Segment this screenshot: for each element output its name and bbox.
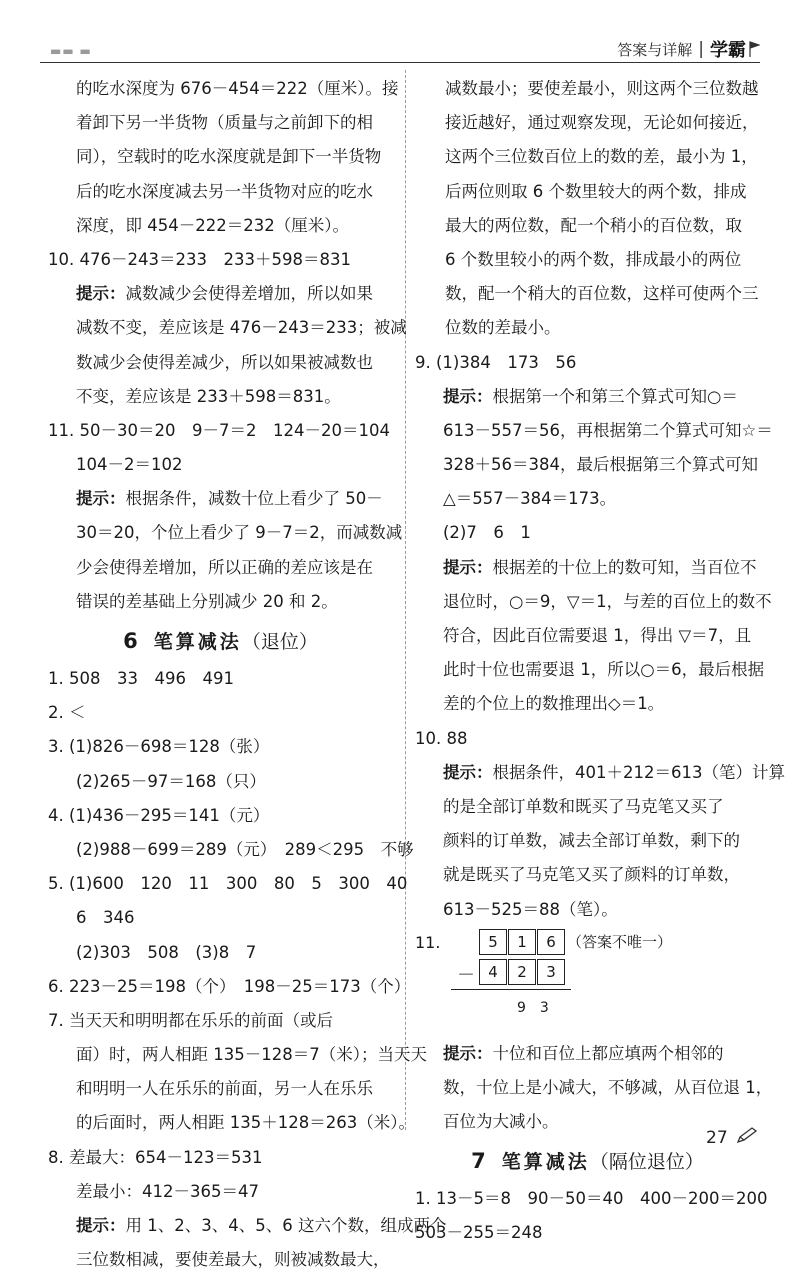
header-marks: ▬▬ ▬: [50, 44, 92, 58]
text-line: 30＝20，个位上看少了 9－7＝2，而减数减: [76, 523, 403, 543]
digit-box: 3: [537, 959, 565, 985]
hint-11: [415, 1037, 760, 1071]
section-subtitle: （退位）: [241, 631, 318, 653]
digit-box: 4: [479, 959, 507, 985]
text-line: 613－525＝88（笔）。: [443, 899, 618, 919]
page-header: [0, 0, 800, 62]
hint-11: [48, 482, 393, 516]
text-line: 503－255＝248: [415, 1223, 543, 1243]
answer-note: （答案不唯一）: [567, 932, 673, 951]
hint-8: [48, 1209, 447, 1243]
answer-5b: (2)303 508 (3)8 7: [76, 942, 257, 962]
hint-text: 根据差的十位上的数可知，当百位不: [492, 557, 757, 577]
text-line: 百位为大减小。: [443, 1112, 559, 1132]
answer-5-cont: 6 346: [76, 908, 135, 928]
section-subtitle: （隔位退位）: [589, 1151, 704, 1174]
text-line: 328＋56＝384，最后根据第三个算式可知: [443, 455, 758, 475]
text-line: △＝557－384＝173。: [443, 489, 617, 509]
digit-box: 6: [537, 929, 565, 955]
answer-2: 2. ＜: [48, 703, 86, 723]
text-line: 的后面时，两人相距 135＋128＝263（米）。: [76, 1113, 415, 1133]
text-line: 同），空载时的吃水深度就是卸下一半货物: [76, 147, 382, 167]
answer-6: 6. 223－25＝198（个） 198－25＝173（个）: [48, 976, 411, 996]
section-number: 6: [123, 628, 138, 653]
answer-3b: (2)265－97＝168（只）: [76, 771, 266, 791]
text-line: 此时十位也需要退 1，所以○＝6，最后根据: [443, 660, 765, 680]
text-line: 就是既买了马克笔又买了颜料的订单数，: [443, 865, 740, 885]
hint-text: 用 1、2、3、4、5、6 这六个数，组成两个: [125, 1216, 447, 1235]
section-title: 笔算减法: [153, 631, 242, 653]
puzzle-result: 9 3: [517, 999, 549, 1016]
text-line: 的是全部订单数和既买了马克笔又买了: [443, 796, 724, 816]
column-divider: [405, 70, 406, 1130]
text-line: 三位数相减，要使差最大，则被减数最大，: [76, 1250, 390, 1270]
text-line: 最大的两位数，配一个稍小的百位数，取: [445, 215, 742, 235]
hint-label: 提示：: [443, 762, 493, 782]
text-line: 位数的差最小。: [445, 318, 561, 338]
text-line: 深度，即 454－222＝232（厘米）。: [76, 215, 349, 235]
hint-text: 减数减少会使得差增加，所以如果: [125, 284, 373, 304]
hint-label: 提示：: [443, 557, 493, 577]
text-line: 符合，因此百位需要退 1，得出 ▽＝7，且: [443, 626, 752, 645]
hint-10: [48, 277, 393, 311]
text-line: 后两位则取 6 个数里较大的两个数，排成: [445, 181, 747, 201]
hint-label: 提示：: [76, 489, 126, 509]
hint-text: 根据条件，减数十位上看少了 50－: [125, 489, 383, 509]
page-number: 27: [706, 1128, 728, 1148]
text-line: 着卸下另一半货物（质量与之前卸下的相: [76, 113, 373, 133]
hint-text: 根据条件，401＋212＝613（笔）计算: [492, 762, 785, 782]
minus-sign: －: [457, 964, 475, 986]
hint-10: [415, 756, 785, 790]
text-line: 104－2＝102: [76, 455, 183, 475]
answer-11-label: 11.: [415, 932, 441, 952]
text-line: 613－557＝56，再根据第二个算式可知☆＝: [443, 420, 773, 440]
text-line: 减数最小；要使差最小，则这两个三位数越: [445, 79, 759, 98]
digit-box: 1: [508, 929, 536, 955]
sum-line: [451, 989, 571, 990]
header-rule: [40, 62, 760, 63]
answer-8b: 差最小：412－365＝47: [76, 1181, 259, 1201]
text-line: 数，配一个稍大的百位数，这样可使两个三: [445, 284, 759, 304]
answer-3: 3. (1)826－698＝128（张）: [48, 737, 270, 757]
hint-label: 提示：: [443, 386, 493, 406]
hint-text: 十位和百位上都应填两个相邻的: [492, 1043, 724, 1063]
hint-label: 提示：: [76, 1216, 126, 1235]
text-line: 面）时，两人相距 135－128＝7（米）；当天天: [76, 1045, 427, 1065]
answer-7: 7. 当天天和明明都在乐乐的前面（或后: [48, 1010, 333, 1030]
text-line: 这两个三位数百位上的数的差，最小为 1，: [445, 147, 758, 167]
answer-4: 4. (1)436－295＝141（元）: [48, 805, 270, 825]
header-title: 答案与详解: [617, 40, 693, 59]
text-line: 错误的差基础上分别减少 20 和 2。: [76, 591, 338, 611]
hint-text: 根据第一个和第三个算式可知○＝: [492, 386, 738, 406]
pencil-icon: [736, 1126, 758, 1144]
hint-label: 提示：: [443, 1043, 493, 1063]
text-line: 差的个位上的数推理出◇＝1。: [443, 694, 665, 714]
answer-9b: (2)7 6 1: [443, 523, 531, 543]
answer-8: 8. 差最大：654－123＝531: [48, 1147, 263, 1167]
answer-5: 5. (1)600 120 11 300 80 5 300 40: [48, 874, 408, 894]
digit-box: 2: [508, 959, 536, 985]
text-line: 少会使得差增加，所以正确的差应该是在: [76, 557, 373, 577]
text-line: 接近越好，通过观察发现，无论如何接近，: [445, 113, 759, 133]
hint-9a: [415, 380, 760, 414]
section-title: 笔算减法: [501, 1151, 590, 1174]
text-line: 数减少会使得差减少，所以如果被减数也: [76, 352, 373, 372]
text-line: 6 个数里较小的两个数，排成最小的两位: [445, 249, 742, 269]
subtraction-puzzle: [415, 927, 760, 1037]
answer-10: 10. 476－243＝233 233＋598＝831: [48, 249, 351, 269]
answer-10: 10. 88: [415, 728, 468, 748]
text-line: 后的吃水深度减去另一半货物对应的吃水: [76, 181, 373, 201]
text-line: 数，十位上是小减大，不够减，从百位退 1，: [443, 1077, 773, 1097]
section-number: 7: [471, 1148, 486, 1173]
section-heading-6: [48, 619, 393, 662]
text-line: 不变，差应该是 233＋598＝831。: [76, 386, 341, 406]
text-line: 的吃水深度为 676－454＝222（厘米）。接: [76, 79, 399, 98]
text-line: 颜料的订单数，减去全部订单数，剩下的: [443, 831, 740, 851]
answer-4b: (2)988－699＝289（元） 289＜295 不够: [76, 839, 414, 859]
right-column: [415, 72, 785, 1251]
answer-11: 11. 50－30＝20 9－7＝2 124－20＝104: [48, 420, 390, 440]
brand-logo: 学霸: [710, 40, 746, 61]
answer-1: 1. 508 33 496 491: [48, 669, 234, 688]
answer-1: 1. 13－5＝8 90－50＝40 400－200＝200: [415, 1189, 768, 1209]
answer-9: 9. (1)384 173 56: [415, 352, 577, 372]
header-separator: |: [698, 39, 704, 59]
text-line: 和明明一人在乐乐的前面，另一人在乐乐: [76, 1079, 373, 1099]
text-line: 退位时，○＝9，▽＝1，与差的百位上的数不: [443, 591, 772, 611]
hint-9b: [415, 551, 760, 585]
header-right: [617, 36, 760, 62]
hint-label: 提示：: [76, 284, 126, 304]
text-line: 减数不变，差应该是 476－243＝233；被减: [76, 318, 407, 338]
flag-icon: [748, 40, 760, 58]
digit-box: 5: [479, 929, 507, 955]
